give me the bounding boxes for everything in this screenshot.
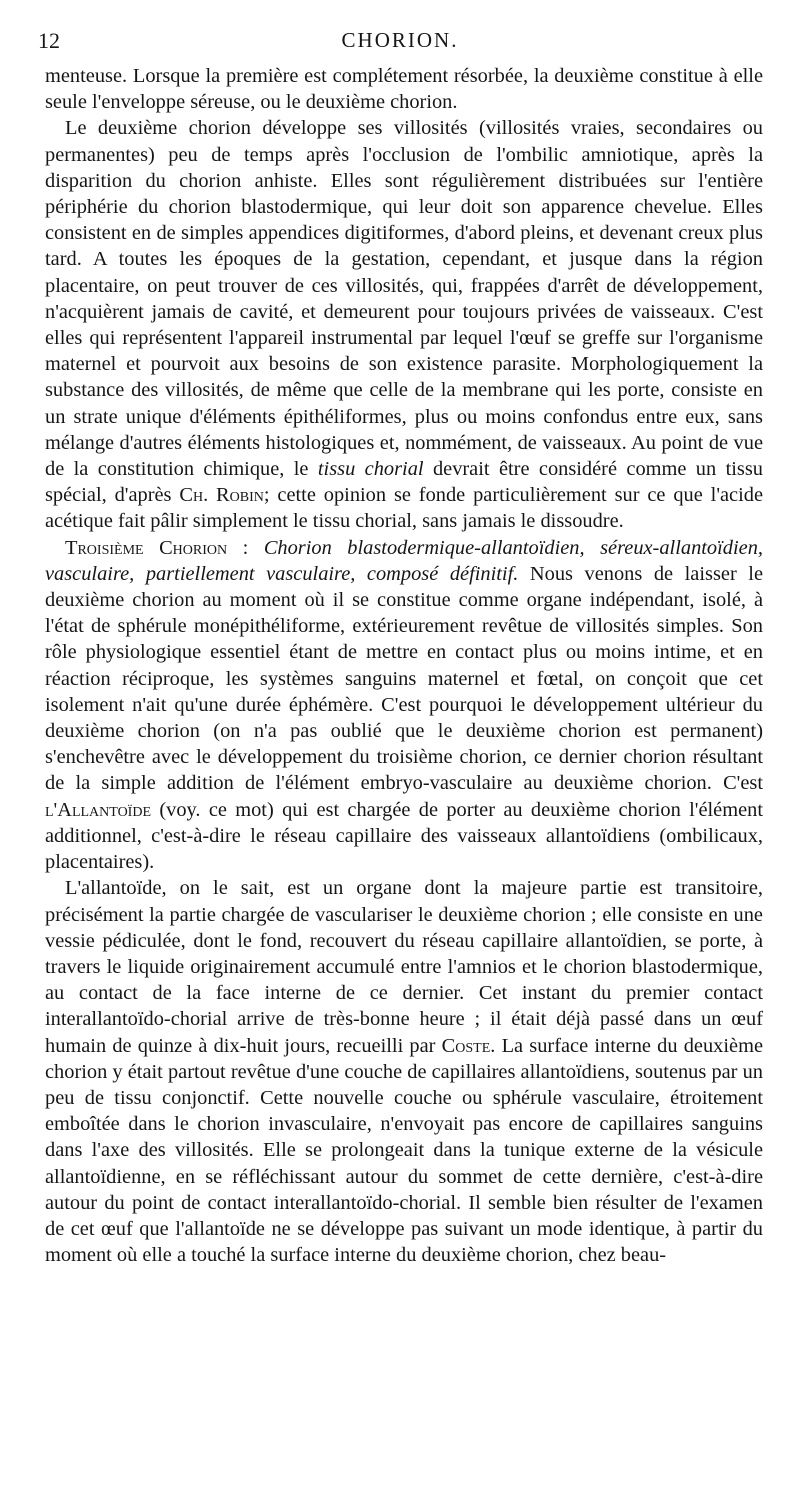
body-text [45,63,763,1268]
paragraph-second-chorion [45,115,763,534]
emphasis-term: tissu chorial [317,458,424,481]
running-title: CHORION. [341,28,459,52]
section-heading: Troisième Chorion [65,536,228,559]
paragraph-text: L'allantoïde, on le sait, est un organe dont la majeure partie est transitoire, précisément la partie chargée de vasculariser le deuxième chorion ; elle consiste en une vessie pédiculée, dont le fond, recouvert du réseau capillaire allantoïdien, se porte, à travers le liquide originairement accumulé entre l'amnios et le chorion blastodermique, au contact de la face interne de ce dernier. Cet instant du premier contact interallantoïdo-chorial arrive de très-bonne heure ; il était déjà passé dans un œuf humain de quinze à dix-huit jours, recueilli par [45,877,763,1057]
page-header [38,28,762,56]
paragraph-allantoide [45,875,763,1268]
paragraph-continuation [45,63,763,115]
heading-separator: : [227,536,264,559]
paragraph-third-chorion [45,535,763,876]
paragraph-text: Nous venons de laisser le deuxième chorion au moment où il se constitue comme organe indépendant, isolé, à l'état de sphérule monépithéliforme, extérieurement revêtue de villosités simples. Son rôle physiologique essentiel étant de mettre en contact plus ou moins intime, et en réaction réciproque, les systèmes sanguins maternel et fœtal, on conçoit que cet isolement n'ait qu'une durée éphémère. C'est pourquoi le développement ultérieur du deuxième chorion (on n'a pas oublié que le deuxième chorion est permanent) s'enchevêtre avec le développement du troisième chorion, ce dernier chorion résultant de la simple addition de l'élément embryo-vasculaire au deuxième chorion. C'est [45,562,763,795]
definition-terms: Chorion blastodermique-allantoïdien, séreux-allantoïdien, vasculaire, partiellement vasculaire, composé définitif. [45,536,763,585]
paragraph-text: . La surface interne du deuxième chorion y était partout revêtue d'une couche de capillaires allantoïdiens, soutenus par un peu de tissu conjonctif. Cette nouvelle couche ou sphérule vasculaire, étroitement emboîtée dans le chorion invasculaire, n'envoyait pas encore de capillaires sanguins dans l'axe des villosités. Elle se prolongeait dans la tunique externe de la vésicule allantoïdienne, en se réfléchissant autour du sommet de cette dernière, c'est-à-dire autour du point de contact interallantoïdo-chorial. Il semble bien résulter de l'examen de cet œuf que l'allantoïde ne se développe pas suivant un mode identique, à partir du moment où elle a touché la surface interne du deuxième chorion, chez beau- [45,1034,763,1267]
paragraph-text: Le deuxième chorion développe ses villosités (villosités vraies, secondaires ou permanentes) peu de temps après l'occlusion de l'ombilic amniotique, après la disparition du chorion anhiste. Elles sont régulièrement distribuées sur l'entière périphérie du chorion blastodermique, qui leur doit son apparence chevelue. Elles consistent en de simples appendices digitiformes, d'abord pleins, et devenant creux plus tard. A toutes les époques de la gestation, cependant, et jusque dans la région placentaire, on peut trouver de ces villosités, qui, frappées d'arrêt de développement, n'acquièrent jamais de cavité, et demeurent pour toujours privées de vaisseaux. C'est elles qui représentent l'appareil instrumental par lequel l'œuf se greffe sur l'organisme maternel et pourvoit aux besoins de son existence parasite. Morphologiquement la substance des villosités, de même que celle de la membrane qui les porte, consiste en un strate unique d'éléments épithéliformes, plus ou moins confondus entre eux, sans mélange d'autres éléments histologiques et, nommément, de vaisseaux. Au point de vue de la constitution chimique, le [45,117,763,481]
cross-reference: l'Allantoïde [45,798,152,821]
paragraph-text: devrait être considéré comme un tissu spécial, d'après [45,458,763,507]
paragraph-text: menteuse. Lorsque la première est complétement résorbée, la deuxième constitue à elle seule l'enveloppe séreuse, ou le deuxième chorion. [45,65,763,114]
page-number: 12 [38,28,60,53]
paragraph-text: ; cette opinion se fonde particulièrement sur ce que l'acide acétique fait pâlir simplement le tissu chorial, sans jamais le dissoudre. [45,484,764,533]
author-name: Coste [441,1034,491,1057]
author-name: Ch. Robin [179,484,264,507]
paragraph-text: (voy. ce mot) qui est chargée de porter au deuxième chorion l'élément additionnel, c'est-à-dire le réseau capillaire des vaisseaux allantoïdiens (ombilicaux, placentaires). [45,798,763,874]
